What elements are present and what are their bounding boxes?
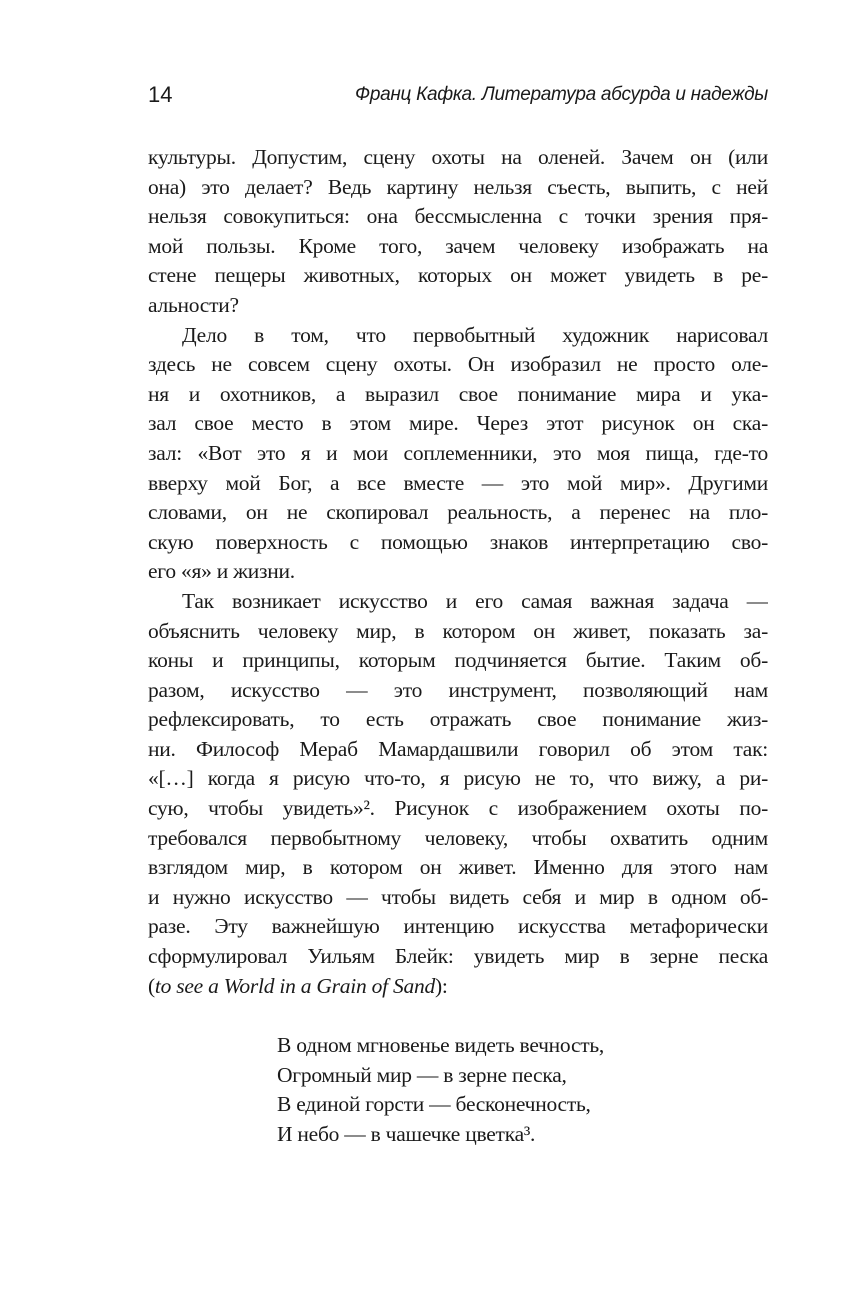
text-line: разе. Эту важнейшую интенцию искусства метафорически <box>148 914 768 939</box>
text-line: нельзя совокупиться: она бессмысленна с точки зрения пря- <box>148 204 768 229</box>
text-line: и нужно искусство — чтобы видеть себя и мир в одном об- <box>148 884 768 909</box>
paragraph <box>148 587 768 1001</box>
poem-line: Огромный мир — в зерне песка, <box>277 1062 567 1087</box>
paragraph <box>148 143 768 321</box>
text-line: взглядом мир, в котором он живет. Именно для этого нам <box>148 855 768 880</box>
text-line: коны и принципы, которым подчиняется бытие. Таким об- <box>148 648 768 673</box>
text-line: сую, чтобы увидеть»². Рисунок с изображением охоты по- <box>148 796 768 821</box>
text-line: «[…] когда я рисую что-то, я рисую не то, что вижу, а ри- <box>148 766 768 791</box>
text-line: рефлексировать, то есть отражать свое понимание жиз- <box>148 707 768 732</box>
text-line: ня и охотников, а выразил свое понимание мира и ука- <box>148 381 768 406</box>
text-line: здесь не совсем сцену охоты. Он изобразил не просто оле- <box>148 352 768 377</box>
page-number: 14 <box>148 82 173 107</box>
text-line: объяснить человеку мир, в котором он живет, показать за- <box>148 618 768 643</box>
text-line: сформулировал Уильям Блейк: увидеть мир в зерне песка <box>148 944 768 969</box>
text-line: его «я» и жизни. <box>148 559 295 584</box>
body-text <box>148 143 768 1001</box>
running-title: Франц Кафка. Литература абсурда и надежды <box>355 84 768 105</box>
poem-line: И небо — в чашечке цветка³. <box>277 1121 536 1146</box>
text-line: мой пользы. Кроме того, зачем человеку изображать на <box>148 233 768 258</box>
text-line <box>148 972 768 1002</box>
text-line: ни. Философ Мераб Мамардашвили говорил об этом так: <box>148 736 768 761</box>
text-line: словами, он не скопировал реальность, а перенес на пло- <box>148 500 768 525</box>
text-line: культуры. Допустим, сцену охоты на оленей. Зачем он (или <box>148 145 768 169</box>
text-line: разом, искусство — это инструмент, позволяющий нам <box>148 677 768 702</box>
text-line: вверху мой Бог, а все вместе — это мой мир». Другими <box>148 470 768 495</box>
text-line: она) это делает? Ведь картину нельзя съесть, выпить, с ней <box>148 174 768 199</box>
text-line: требовался первобытному человеку, чтобы охватить одним <box>148 825 768 850</box>
paragraph <box>148 321 768 587</box>
poem-line: В одном мгновенье видеть вечность, <box>277 1033 605 1057</box>
running-head <box>148 82 768 112</box>
text-line: стене пещеры животных, которых он может увидеть в ре- <box>148 263 768 288</box>
text-line: зал свое место в этом мире. Через этот рисунок он ска- <box>148 411 768 436</box>
poem-line: В единой горсти — бесконечность, <box>277 1092 591 1117</box>
text-line: скую поверхность с помощью знаков интерпретацию сво- <box>148 529 768 554</box>
text-line: альности? <box>148 292 239 317</box>
text-line: Так возникает искусство и его самая важная задача — <box>182 588 768 613</box>
punctuation: ( <box>148 973 155 998</box>
text-line: Дело в том, что первобытный художник нарисовал <box>182 322 768 347</box>
poem-quote <box>277 1030 604 1148</box>
text-line: зал: «Вот это я и мои соплеменники, это моя пища, где-то <box>148 440 768 465</box>
italic-quote: to see a World in a Grain of Sand <box>154 973 435 998</box>
punctuation: ): <box>434 973 448 998</box>
